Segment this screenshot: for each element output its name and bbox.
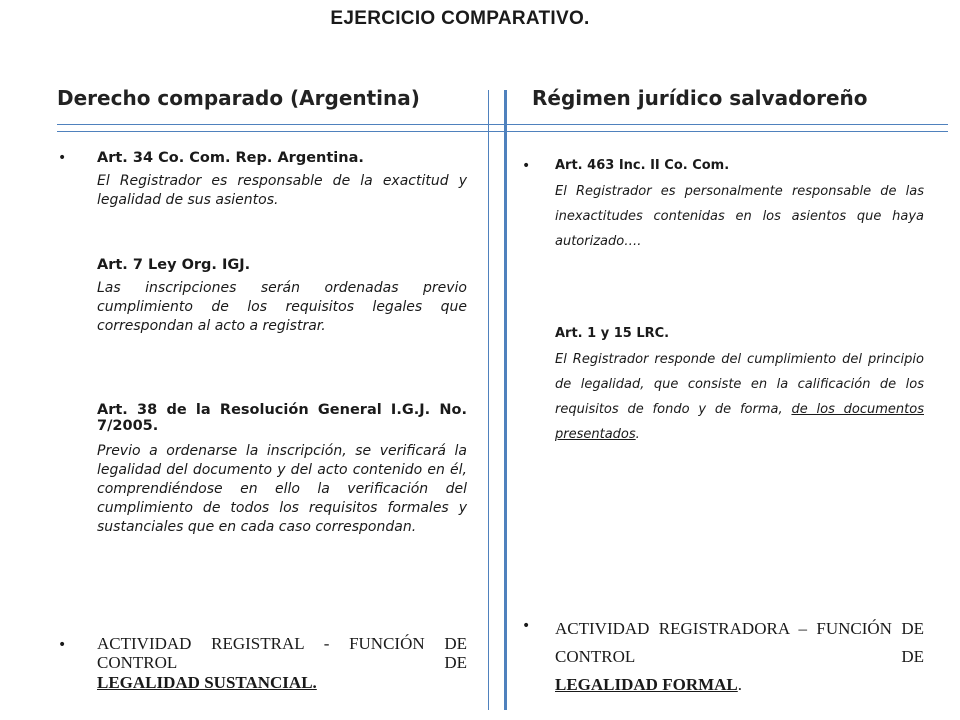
- header-divider-top: [57, 124, 948, 125]
- article-description: El Registrador es responsable de la exactitud y legalidad de sus asientos.: [97, 173, 467, 208]
- conclusion-end: .: [737, 675, 743, 694]
- page-title: [0, 8, 960, 30]
- bullet: •: [58, 637, 67, 653]
- header-divider-bottom: [57, 131, 948, 132]
- left-column-heading: Derecho comparado (Argentina): [57, 86, 420, 110]
- article-reference: Art. 7 Ley Org. IGJ.: [97, 257, 251, 273]
- article-reference: Art. 1 y 15 LRC.: [555, 326, 670, 341]
- left-item-3: [97, 402, 467, 537]
- article-description: El Registrador es personalmente responsable de las inexactitudes contenidas en los asientos que haya autorizado….: [555, 184, 924, 249]
- right-item-2: [555, 326, 924, 447]
- article-reference: Art. 463 Inc. II Co. Com.: [555, 158, 730, 173]
- conclusion-emphasis: LEGALIDAD SUSTANCIAL.: [97, 673, 317, 692]
- article-description: Previo a ordenarse la inscripción, se verificará la legalidad del documento y del acto contenido en él, comprendiéndose en ello la verificación del cumplimiento de todos los requisitos formales y sustanciales que en cada caso correspondan.: [97, 443, 467, 535]
- right-item-1: [555, 158, 924, 254]
- right-column-heading: Régimen jurídico salvadoreño: [532, 86, 868, 110]
- bullet: •: [58, 150, 67, 166]
- conclusion-emphasis: LEGALIDAD FORMAL: [555, 675, 738, 694]
- left-item-2: [97, 257, 467, 336]
- right-conclusion: [555, 615, 924, 699]
- conclusion-text: ACTIVIDAD REGISTRAL - FUNCIÓN DE CONTROL DE: [97, 634, 467, 672]
- left-item-1: [97, 150, 467, 210]
- conclusion-line: [555, 671, 924, 699]
- article-reference: Art. 38 de la Resolución General I.G.J. No. 7/2005.: [97, 402, 467, 434]
- bullet: •: [522, 618, 531, 634]
- article-description: [555, 347, 924, 447]
- conclusion-text: ACTIVIDAD REGISTRADORA – FUNCIÓN DE CONTROL DE: [555, 619, 924, 666]
- left-conclusion: [97, 634, 467, 694]
- bullet: •: [522, 158, 531, 174]
- column-divider-thick: [504, 90, 507, 710]
- column-divider-thin: [488, 90, 489, 710]
- description-main: El Registrador responde del cumplimiento del principio de legalidad, que consiste en la calificación de los requisitos de fondo y de forma,: [555, 352, 924, 417]
- article-reference: Art. 34 Co. Com. Rep. Argentina.: [97, 150, 364, 166]
- article-description: Las inscripciones serán ordenadas previo cumplimiento de los requisitos legales que correspondan al acto a registrar.: [97, 280, 467, 334]
- page-title-text: EJERCICIO COMPARATIVO.: [330, 8, 590, 29]
- description-underlined: de los documentos presentados: [555, 402, 924, 442]
- description-end: .: [635, 427, 640, 442]
